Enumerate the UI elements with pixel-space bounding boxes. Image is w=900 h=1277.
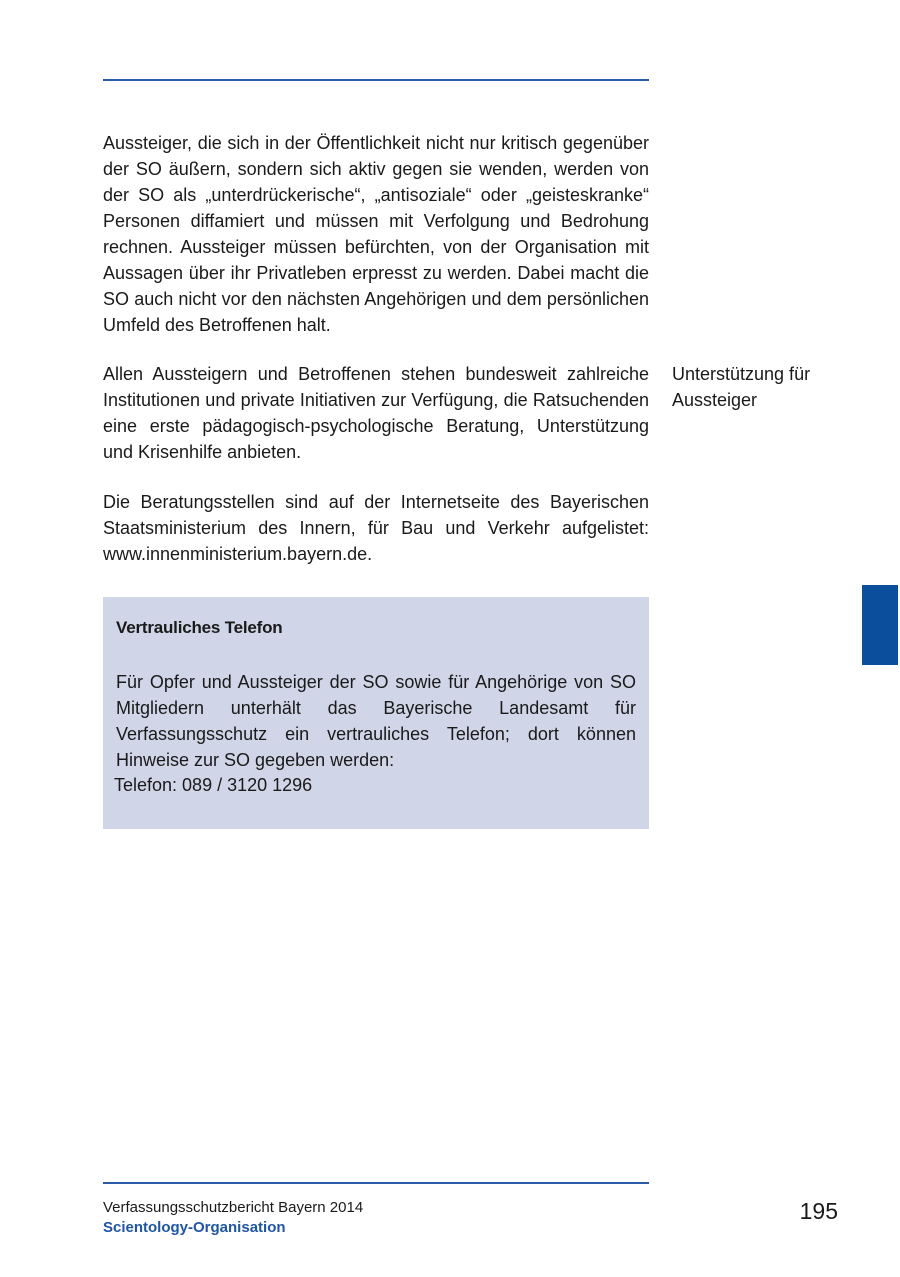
footer-rule — [103, 1182, 649, 1184]
body-paragraph-3: Die Beratungsstellen sind auf der Internetseite des Bayerischen Staatsministerium des Innern, für Bau und Verkehr aufgelistet: www.innenministerium.bayern.de. — [103, 492, 649, 564]
page-number: 195 — [799, 1198, 838, 1224]
body-paragraph-2: Allen Aussteigern und Betroffenen stehen bundesweit zahlreiche Institutionen und private Initiativen zur Verfügung, die Ratsuchenden eine erste pädagogisch-psychologische Beratung, Unterstützung und Krisenhilfe anbieten. — [103, 364, 649, 462]
info-box-text: Für Opfer und Aussteiger der SO sowie für Angehörige von SO Mitgliedern unterhält das Bayerische Landesamt für Verfassungsschutz ein vertrauliches Telefon; dort können Hinweise zur SO gegeben werden: — [116, 672, 636, 770]
info-box — [103, 597, 649, 829]
header-rule — [103, 79, 649, 81]
footer-title: Verfassungsschutzbericht Bayern 2014 — [103, 1199, 364, 1216]
margin-note: Unterstützung für Aussteiger — [672, 364, 811, 410]
chapter-tab-marker — [862, 585, 898, 665]
body-paragraph-1: Aussteiger, die sich in der Öffentlichkeit nicht nur kritisch gegenüber der SO äußern, sondern sich aktiv gegen sie wenden, werden von der SO als „unterdrückerische“, „antisoziale“ oder „geisteskranke“ Personen diffamiert und müssen mit Verfolgung und Bedrohung rechnen. Aussteiger müssen befürchten, von der Organisation mit Aussagen über ihr Privatleben erpresst zu werden. Dabei macht die SO auch nicht vor den nächsten Angehörigen und dem persönlichen Umfeld des Betroffenen halt. — [103, 133, 649, 335]
info-box-title: Vertrauliches Telefon — [116, 618, 283, 637]
info-box-phone: Telefon: 089 / 3120 1296 — [114, 775, 313, 795]
footer-subtitle: Scientology-Organisation — [103, 1219, 286, 1236]
